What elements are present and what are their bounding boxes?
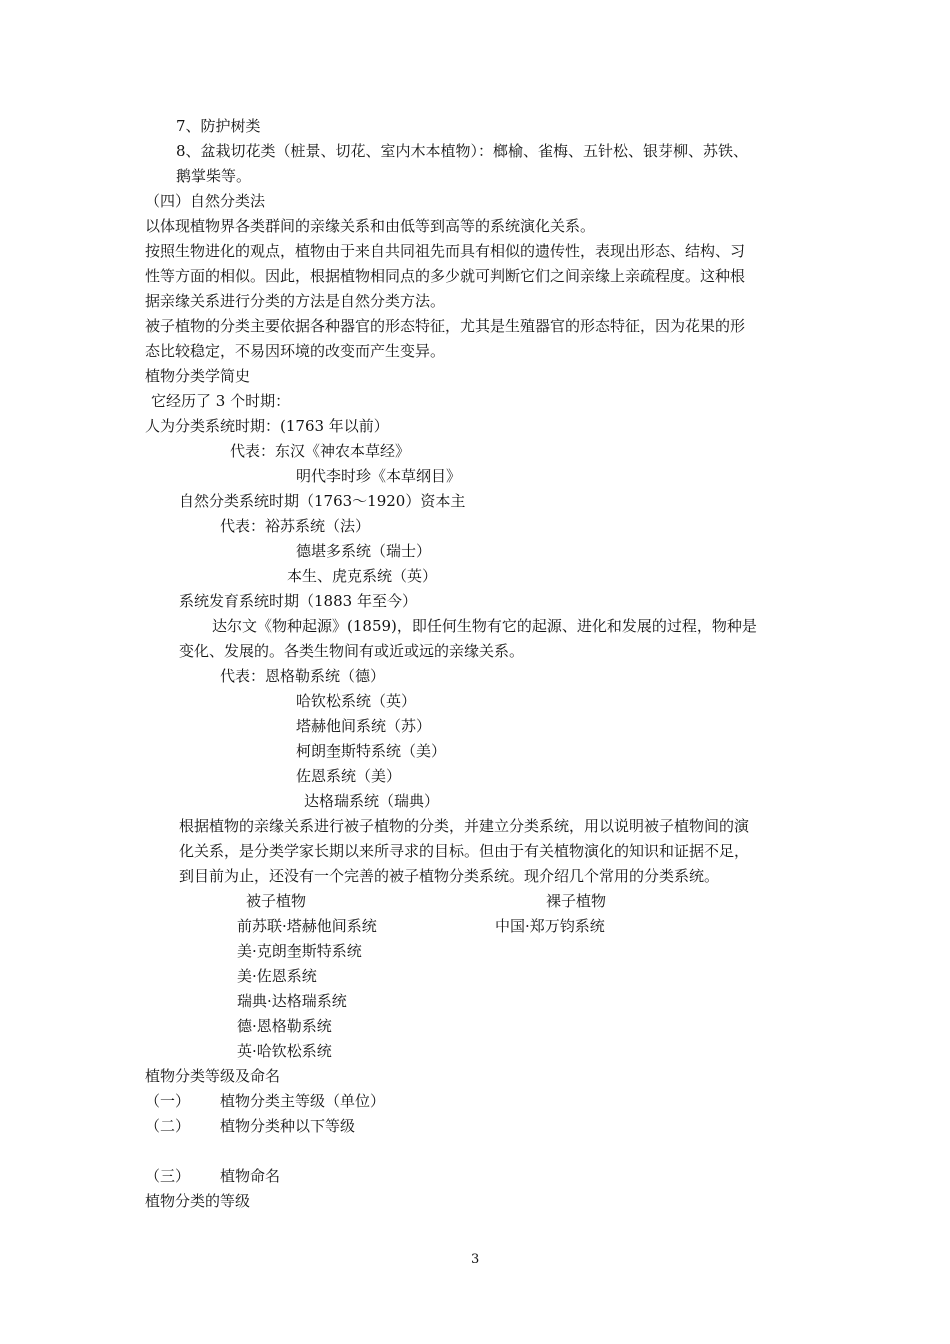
paragraph-line: 到目前为止，还没有一个完善的被子植物分类系统。现介绍几个常用的分类系统。 — [179, 867, 720, 885]
paragraph-line: 根据植物的亲缘关系进行被子植物的分类，并建立分类系统，用以说明被子植物间的演 — [179, 817, 750, 835]
representative-line: 佐恩系统（美） — [296, 767, 402, 785]
list-item-7: 7、防护树类 — [176, 117, 261, 135]
paragraph-line: 态比较稳定，不易因环境的改变而产生变异。 — [145, 342, 446, 360]
paragraph-line: 它经历了 3 个时期： — [151, 392, 291, 410]
system-item: 前苏联·塔赫他间系统 — [237, 917, 377, 935]
outline-label: 植物分类主等级（单位） — [220, 1092, 386, 1110]
outline-label: 植物命名 — [220, 1167, 281, 1185]
paragraph-line: 变化、发展的。各类生物间有或近或远的亲缘关系。 — [179, 642, 525, 660]
paragraph-line: 按照生物进化的观点，植物由于来自共同祖先而具有相似的遗传性，表现出形态、结构、习 — [145, 242, 746, 260]
column-header-angiosperm: 被子植物 — [246, 892, 307, 910]
list-item-8: 8、盆栽切花类（桩景、切花、室内木本植物）：榔榆、雀梅、五针松、银芽柳、苏铁、 — [176, 142, 749, 160]
system-item: 美·克朗奎斯特系统 — [237, 942, 362, 960]
representative-line: 哈钦松系统（英） — [296, 692, 417, 710]
page-number: 3 — [471, 1252, 480, 1267]
representative-line: 柯朗奎斯特系统（美） — [296, 742, 447, 760]
representative-line: 本生、虎克系统（英） — [287, 567, 438, 585]
section-heading-levels: 植物分类的等级 — [145, 1192, 251, 1210]
paragraph-line: 据亲缘关系进行分类的方法是自然分类方法。 — [145, 292, 446, 310]
representative-line: 代表：东汉《神农本草经》 — [230, 442, 411, 460]
period-heading: 人为分类系统时期：(1763 年以前） — [145, 417, 389, 435]
system-item: 英·哈钦松系统 — [237, 1042, 332, 1060]
paragraph-line: 性等方面的相似。因此，根据植物相同点的多少就可判断它们之间亲缘上亲疏程度。这种根 — [145, 267, 746, 285]
list-item-8-cont: 鹅掌柴等。 — [176, 167, 252, 185]
representative-line: 代表：裕苏系统（法） — [220, 517, 371, 535]
representative-line: 达格瑞系统（瑞典） — [304, 792, 440, 810]
system-item: 瑞典·达格瑞系统 — [237, 992, 347, 1010]
representative-line: 德堪多系统（瑞士） — [296, 542, 432, 560]
paragraph-line: 化关系，是分类学家长期以来所寻求的目标。但由于有关植物演化的知识和证据不足， — [179, 842, 750, 860]
section-heading-natural: （四）自然分类法 — [145, 192, 266, 210]
period-heading: 系统发育系统时期（1883 年至今） — [179, 592, 417, 610]
period-heading: 自然分类系统时期（1763～1920）资本主 — [179, 492, 466, 510]
outline-label: 植物分类种以下等级 — [220, 1117, 356, 1135]
section-heading-rank: 植物分类等级及命名 — [145, 1067, 281, 1085]
paragraph-line: 以体现植物界各类群间的亲缘关系和由低等到高等的系统演化关系。 — [145, 217, 596, 235]
outline-number: （一） — [145, 1092, 191, 1110]
representative-line: 明代李时珍《本草纲目》 — [296, 467, 462, 485]
system-item: 中国·郑万钧系统 — [495, 917, 605, 935]
outline-number: （三） — [145, 1167, 191, 1185]
representative-line: 塔赫他间系统（苏） — [296, 717, 432, 735]
system-item: 美·佐恩系统 — [237, 967, 317, 985]
representative-line: 代表：恩格勒系统（德） — [220, 667, 386, 685]
outline-number: （二） — [145, 1117, 191, 1135]
paragraph-line: 被子植物的分类主要依据各种器官的形态特征，尤其是生殖器官的形态特征，因为花果的形 — [145, 317, 746, 335]
column-header-gymnosperm: 裸子植物 — [546, 892, 607, 910]
system-item: 德·恩格勒系统 — [237, 1017, 332, 1035]
paragraph-line: 达尔文《物种起源》(1859)，即任何生物有它的起源、进化和发展的过程，物种是 — [212, 617, 757, 635]
section-heading-history: 植物分类学简史 — [145, 367, 251, 385]
